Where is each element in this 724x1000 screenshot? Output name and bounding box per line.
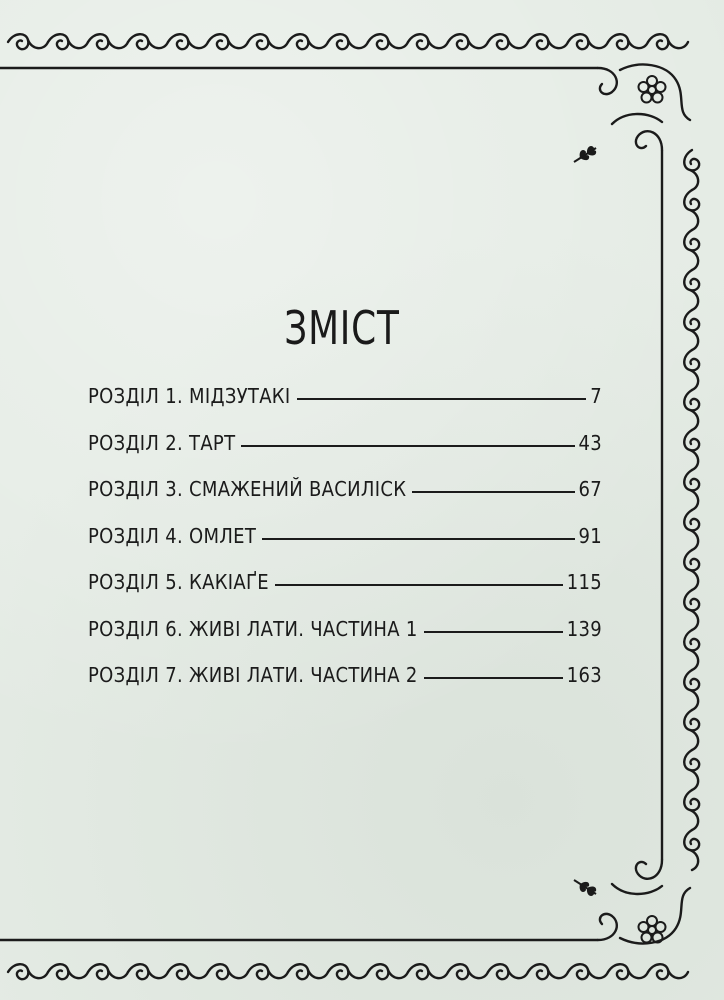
toc-entry-6[interactable] <box>88 617 602 664</box>
bottom-wave-border <box>0 940 688 979</box>
toc-entry-label: РОЗДІЛ 7. ЖИВІ ЛАТИ. ЧАСТИНА 2 <box>88 663 418 687</box>
toc-entry-7[interactable] <box>88 663 602 710</box>
toc-list <box>88 384 602 710</box>
toc-leader-line <box>262 538 574 540</box>
toc-entry-1[interactable] <box>88 384 602 431</box>
toc-entry-label: РОЗДІЛ 3. СМАЖЕНИЙ ВАСИЛІСК <box>88 477 407 501</box>
toc-leader-line <box>412 491 574 493</box>
toc-title: ЗМІСТ <box>284 300 400 355</box>
top-wave-border <box>0 34 688 68</box>
toc-leader-line <box>241 445 574 447</box>
leaf-sprig-icon <box>574 880 596 896</box>
leaf-sprig-icon <box>574 146 596 162</box>
top-right-corner-ornament <box>574 65 690 162</box>
toc-entry-label: РОЗДІЛ 6. ЖИВІ ЛАТИ. ЧАСТИНА 1 <box>88 616 418 641</box>
right-scroll-border <box>662 150 699 870</box>
toc-entry-page: 43 <box>578 430 602 455</box>
toc-entry-page: 163 <box>566 663 602 687</box>
flower-icon <box>639 76 666 103</box>
toc-entry-label: РОЗДІЛ 1. МІДЗУТАКІ <box>88 384 291 408</box>
toc-entry-label: РОЗДІЛ 5. КАКІАҐЕ <box>88 570 269 594</box>
toc-entry-page: 139 <box>566 616 602 641</box>
toc-entry-page: 7 <box>590 384 602 408</box>
toc-entry-5[interactable] <box>88 570 602 617</box>
toc-leader-line <box>275 584 563 586</box>
toc-leader-line <box>424 677 563 679</box>
toc-leader-line <box>297 398 587 400</box>
toc-entry-page: 67 <box>578 477 602 501</box>
toc-entry-label: РОЗДІЛ 2. ТАРТ <box>88 430 236 455</box>
toc-entry-page: 91 <box>578 523 602 548</box>
toc-entry-page: 115 <box>566 570 602 594</box>
toc-leader-line <box>424 631 563 633</box>
flower-icon <box>639 916 666 943</box>
toc-entry-label: РОЗДІЛ 4. ОМЛЕТ <box>88 523 257 548</box>
toc-entry-2[interactable] <box>88 431 602 478</box>
bottom-right-corner-ornament <box>574 860 690 943</box>
toc-entry-3[interactable] <box>88 477 602 524</box>
toc-entry-4[interactable] <box>88 524 602 571</box>
